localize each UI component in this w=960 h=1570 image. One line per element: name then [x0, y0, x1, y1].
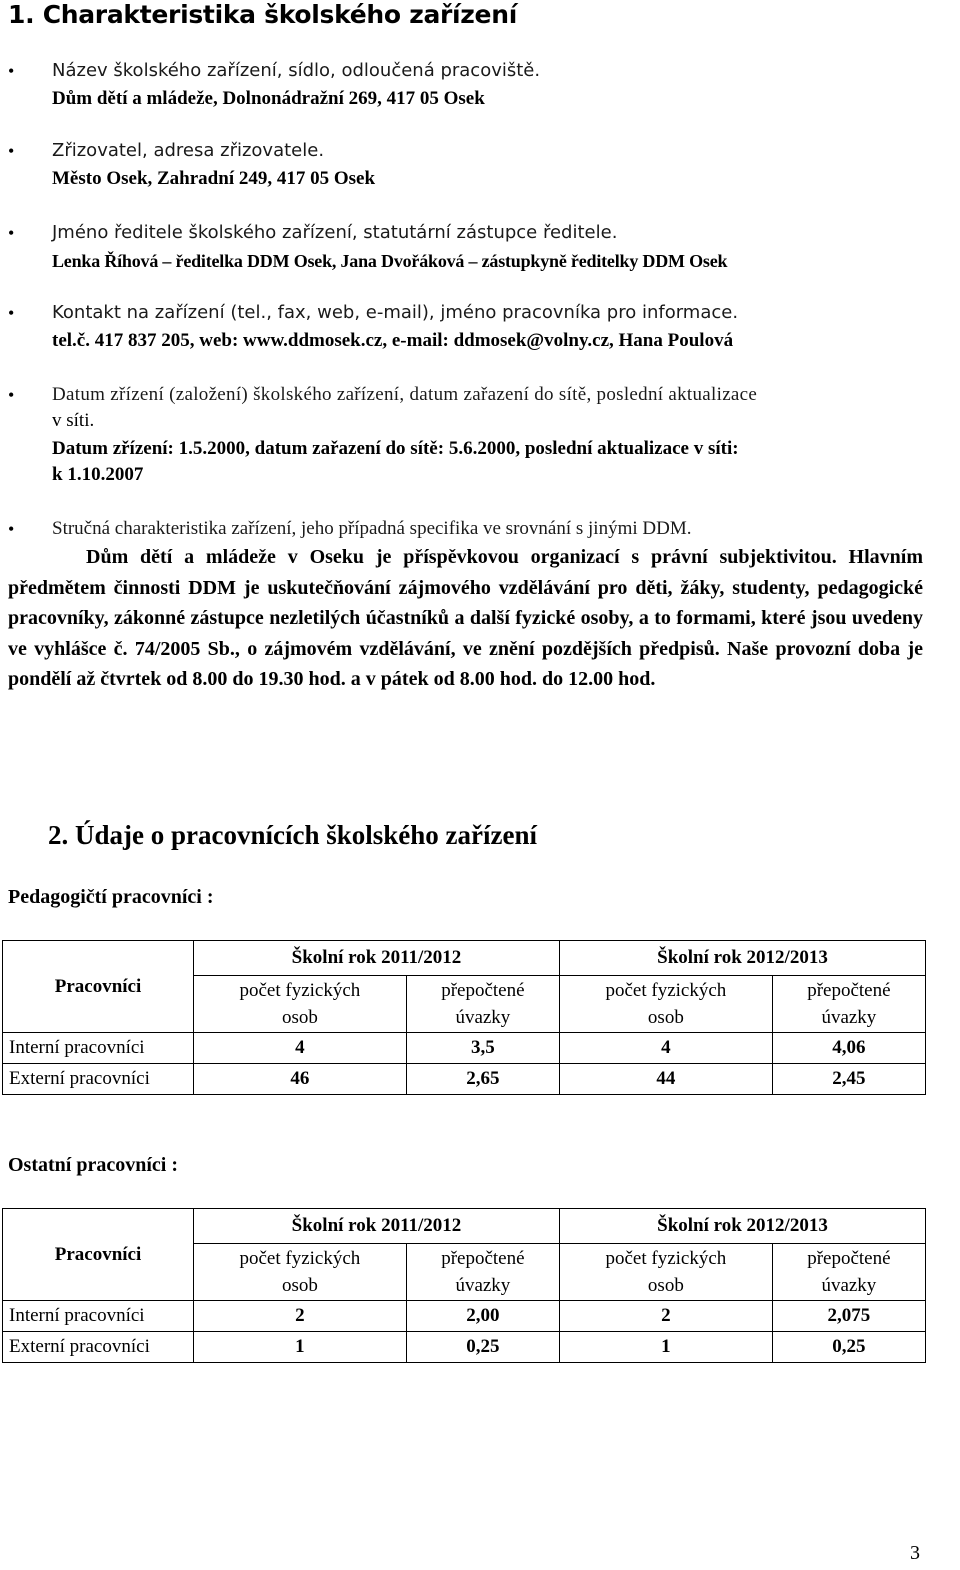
bullet-icon: • — [8, 303, 15, 323]
table-row — [3, 1332, 926, 1363]
table-cell: 0,25 — [772, 1332, 925, 1363]
table-cell: 1 — [194, 1332, 407, 1363]
description-paragraph — [8, 542, 923, 695]
description-text: Dům dětí a mládeže v Oseku je příspěvkovou organizací s právní subjektivitou. Hlavním předmětem činnosti DDM je uskutečňování zájmového vzdělávání pro děti, žáky, studenty, pedagogické pracovníky, zákonné zástupce nezletilých účastníků a další fyzické osoby, a to formami, které jsou uvedeny ve vyhlášce č. 74/2005 Sb., o zájmovém vzdělávání, ve znění pozdějších předpisů. Naše provozní doba je pondělí až čtvrtek od 8.00 do 19.30 hod. a v pátek od 8.00 hod. do 12.00 hod. — [8, 546, 923, 690]
table-cell: 4,06 — [772, 1033, 925, 1064]
item-answer: Lenka Říhová – ředitelka DDM Osek, Jana Dvořáková – zástupkyně ředitelky DDM Osek — [52, 251, 728, 271]
table-row — [3, 1033, 926, 1064]
page-number: 3 — [910, 1542, 920, 1564]
section-1-title: 1. Charakteristika školského zařízení — [8, 0, 517, 29]
row-header: Pracovníci — [3, 941, 194, 1033]
table-cell: 44 — [559, 1064, 772, 1095]
section-2-title: 2. Údaje o pracovnících školského zařízení — [48, 820, 537, 850]
bullet-icon: • — [8, 141, 15, 161]
year-header: Školní rok 2012/2013 — [559, 941, 925, 976]
table-cell: 2,45 — [772, 1064, 925, 1095]
table-cell: 2 — [194, 1301, 407, 1332]
item-answer: Město Osek, Zahradní 249, 417 05 Osek — [52, 168, 376, 189]
item-answer: Dům dětí a mládeže, Dolnonádražní 269, 417 05 Osek — [52, 88, 485, 109]
column-header: přepočtené úvazky — [772, 976, 925, 1033]
row-label: Interní pracovníci — [3, 1033, 194, 1064]
column-header: počet fyzických osob — [559, 976, 772, 1033]
table-cell: 2,075 — [772, 1301, 925, 1332]
item-answer: tel.č. 417 837 205, web: www.ddmosek.cz, e-mail: ddmosek@volny.cz, Hana Poulová — [52, 330, 734, 351]
row-label: Externí pracovníci — [3, 1332, 194, 1363]
table-cell: 1 — [559, 1332, 772, 1363]
table-cell: 0,25 — [406, 1332, 559, 1363]
table-row — [3, 1064, 926, 1095]
column-header: počet fyzických osob — [194, 976, 407, 1033]
year-header: Školní rok 2011/2012 — [194, 1209, 560, 1244]
row-label: Interní pracovníci — [3, 1301, 194, 1332]
item-question-line2: v síti. — [52, 410, 95, 431]
table-cell: 2,00 — [406, 1301, 559, 1332]
column-header: přepočtené úvazky — [406, 976, 559, 1033]
item-answer-line1: Datum zřízení: 1.5.2000, datum zařazení do sítě: 5.6.2000, poslední aktualizace v síti: — [52, 438, 739, 459]
year-header: Školní rok 2012/2013 — [559, 1209, 925, 1244]
item-question: Název školského zařízení, sídlo, odloučená pracoviště. — [52, 60, 541, 81]
table-cell: 2,65 — [406, 1064, 559, 1095]
bullet-icon: • — [8, 223, 15, 243]
row-header: Pracovníci — [3, 1209, 194, 1301]
bullet-icon: • — [8, 519, 15, 539]
table-cell: 46 — [194, 1064, 407, 1095]
table-heading: Pedagogičtí pracovníci : — [8, 886, 214, 908]
table-cell: 2 — [559, 1301, 772, 1332]
table-cell: 3,5 — [406, 1033, 559, 1064]
item-answer-line2: k 1.10.2007 — [52, 464, 144, 485]
row-label: Externí pracovníci — [3, 1064, 194, 1095]
item-question: Jméno ředitele školského zařízení, statutární zástupce ředitele. — [52, 222, 618, 243]
column-header: počet fyzických osob — [194, 1244, 407, 1301]
table-heading: Ostatní pracovníci : — [8, 1154, 178, 1176]
table-row — [3, 1301, 926, 1332]
table-cell: 4 — [194, 1033, 407, 1064]
column-header: počet fyzických osob — [559, 1244, 772, 1301]
bullet-icon: • — [8, 61, 15, 81]
table-cell: 4 — [559, 1033, 772, 1064]
column-header: přepočtené úvazky — [406, 1244, 559, 1301]
item-question: Kontakt na zařízení (tel., fax, web, e-mail), jméno pracovníka pro informace. — [52, 302, 739, 323]
column-header: přepočtené úvazky — [772, 1244, 925, 1301]
item-question-line1: Datum zřízení (založení) školského zařízení, datum zařazení do sítě, poslední aktualizace — [52, 384, 758, 405]
year-header: Školní rok 2011/2012 — [194, 941, 560, 976]
item-question: Stručná charakteristika zařízení, jeho případná specifika ve srovnání s jinými DDM. — [52, 518, 692, 539]
bullet-icon: • — [8, 385, 15, 405]
staff-table-pedagogical — [2, 940, 926, 1095]
item-question: Zřizovatel, adresa zřizovatele. — [52, 140, 325, 161]
staff-table-other — [2, 1208, 926, 1363]
